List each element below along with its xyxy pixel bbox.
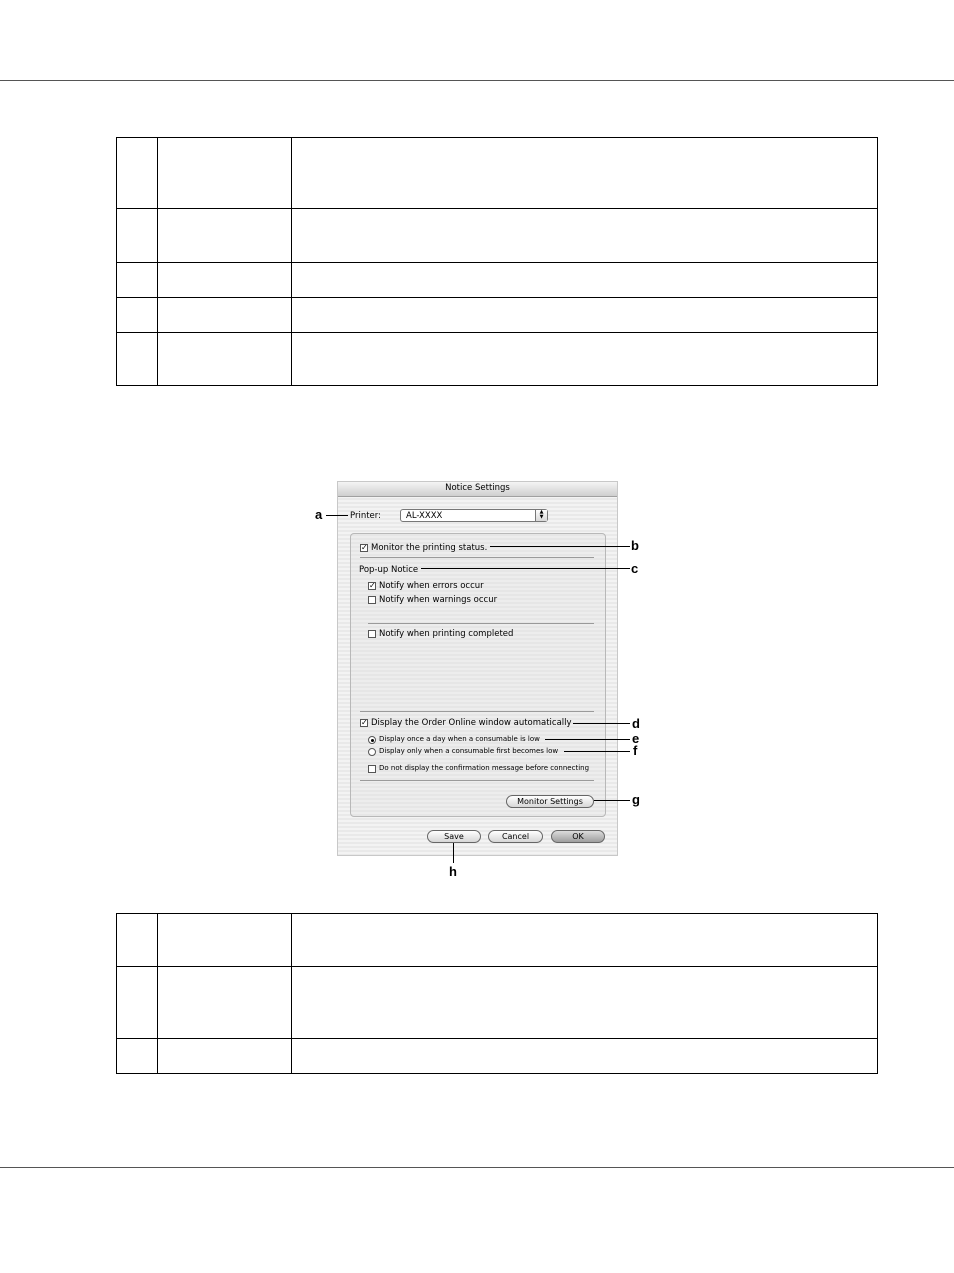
divider	[360, 711, 594, 712]
header-rule	[0, 80, 954, 81]
footer-rule	[0, 1167, 954, 1168]
monitor-status-checkbox[interactable]: ✓	[361, 543, 368, 552]
order-online-checkbox[interactable]: ✓	[361, 718, 368, 727]
top-table	[116, 137, 878, 386]
table-row	[117, 138, 878, 209]
callout-line-b	[490, 546, 630, 547]
callout-e: e	[632, 731, 640, 746]
table-row	[117, 298, 878, 333]
callout-c: c	[631, 561, 639, 576]
table-row	[117, 263, 878, 298]
printer-select-value: AL-XXXX	[406, 511, 443, 521]
table-row	[117, 1039, 878, 1074]
table-row	[117, 333, 878, 386]
table-row	[117, 967, 878, 1039]
callout-line-c	[421, 568, 630, 569]
order-online-label: Display the Order Online window automatically	[371, 718, 572, 728]
save-button[interactable]: Save	[427, 830, 481, 843]
divider	[360, 557, 594, 558]
no-confirmation-checkbox[interactable]	[368, 765, 376, 773]
table-row	[117, 209, 878, 263]
callout-line-h	[453, 843, 454, 863]
divider	[360, 780, 594, 781]
callout-d: d	[632, 716, 640, 731]
display-once-day-radio[interactable]	[368, 736, 376, 744]
callout-line-f	[564, 751, 630, 752]
updown-arrows-icon: ▲ ▼	[535, 510, 547, 521]
printer-select[interactable]	[400, 509, 548, 522]
callout-h: h	[449, 864, 457, 879]
printer-label: Printer:	[350, 511, 381, 521]
notify-errors-label: Notify when errors occur	[379, 581, 484, 591]
monitor-settings-button[interactable]: Monitor Settings	[506, 795, 594, 808]
callout-line-d	[573, 723, 630, 724]
monitor-status-label: Monitor the printing status.	[371, 543, 488, 553]
dialog-title: Notice Settings	[445, 483, 510, 493]
display-first-low-label: Display only when a consumable first becomes low	[379, 747, 559, 755]
callout-line-e	[545, 739, 630, 740]
notify-errors-checkbox[interactable]: ✓	[369, 581, 376, 590]
settings-panel	[350, 533, 606, 817]
ok-button[interactable]: OK	[551, 830, 605, 843]
notify-warnings-checkbox[interactable]	[368, 596, 376, 604]
divider	[368, 623, 594, 624]
table-row	[117, 914, 878, 967]
display-first-low-radio[interactable]	[368, 748, 376, 756]
popup-notice-heading: Pop-up Notice	[359, 565, 419, 575]
callout-f: f	[633, 743, 638, 758]
no-confirmation-label: Do not display the confirmation message before connecting	[379, 764, 590, 772]
callout-g: g	[632, 792, 640, 807]
notice-settings-dialog	[337, 481, 618, 856]
callout-b: b	[631, 538, 639, 553]
callout-line-a	[326, 515, 348, 516]
notify-warnings-label: Notify when warnings occur	[379, 595, 498, 605]
callout-a: a	[315, 507, 323, 522]
notify-completed-checkbox[interactable]	[368, 630, 376, 638]
notify-completed-label: Notify when printing completed	[379, 629, 514, 639]
cancel-button[interactable]: Cancel	[488, 830, 543, 843]
callout-line-g	[594, 800, 630, 801]
display-once-day-label: Display once a day when a consumable is low	[379, 735, 540, 743]
bottom-table	[116, 913, 878, 1074]
title-bar[interactable]	[338, 482, 617, 497]
